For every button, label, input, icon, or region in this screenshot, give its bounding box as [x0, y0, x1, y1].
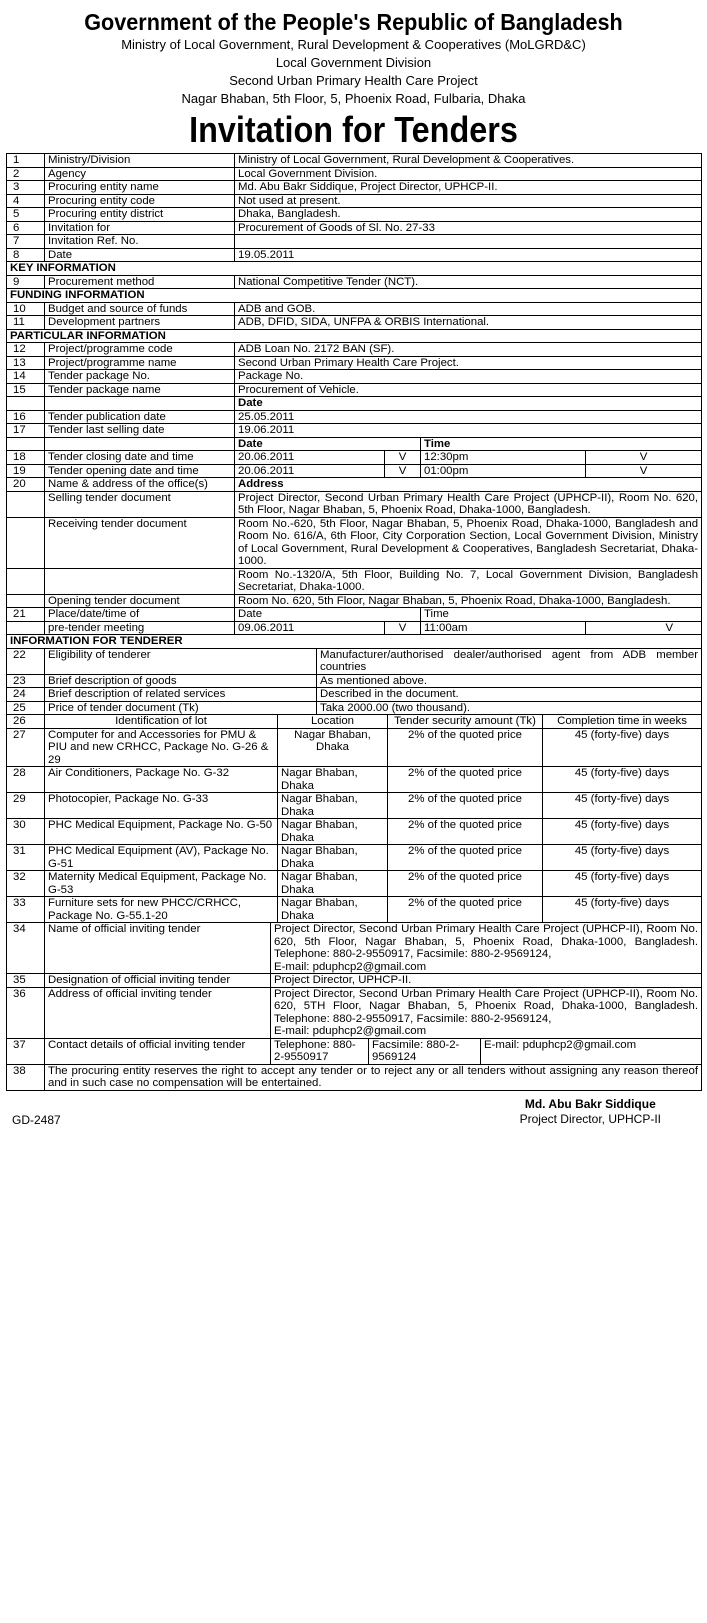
lot-identification: PHC Medical Equipment (AV), Package No. G-51 [45, 845, 278, 871]
lot-identification: Photocopier, Package No. G-33 [45, 793, 278, 819]
notice-header [0, 8, 707, 150]
signatory-name: Md. Abu Bakr Siddique [524, 1096, 656, 1111]
row-label: Budget and source of funds [45, 302, 235, 316]
check-mark: V [385, 451, 421, 465]
row-value: Room No. 620, 5th Floor, Nagar Bhaban, 5, Phoenix Road, Dhaka-1000, Bangladesh. [235, 594, 702, 608]
row-value: 19.06.2011 [235, 424, 702, 438]
lot-row [7, 728, 702, 767]
row-number: 35 [7, 974, 45, 988]
row-value: ADB Loan No. 2172 BAN (SF). [235, 343, 702, 357]
table-row [7, 424, 702, 438]
lot-security-header: Tender security amount (Tk) [388, 715, 543, 729]
lot-header-row [7, 715, 702, 729]
row-value: ADB and GOB. [235, 302, 702, 316]
row-label: Opening tender document [45, 594, 235, 608]
section-header: INFORMATION FOR TENDERER [7, 635, 702, 649]
lot-security: 2% of the quoted price [388, 728, 543, 767]
table-row [7, 568, 702, 594]
signatory-title: Project Director, UPHCP-II [519, 1111, 661, 1126]
row-label: Tender package No. [45, 370, 235, 384]
row-number: 10 [7, 302, 45, 316]
check-mark: V [385, 621, 421, 635]
row-value: Package No. [235, 370, 702, 384]
contact-telephone: Telephone: 880-2-9550917 [271, 1038, 369, 1064]
row-label: Selling tender document [45, 491, 235, 517]
row-value: Procurement of Goods of Sl. No. 27-33 [235, 221, 702, 235]
row-value: Project Director, Second Urban Primary Health Care Project (UPHCP-II), Room No. 620, 5th Floor, Nagar Bhaban, 5, Phoenix Road, Dhaka-1000, Bangladesh. [235, 491, 702, 517]
row-number: 12 [7, 343, 45, 357]
tenderer-table [6, 648, 702, 716]
row-label: Ministry/Division [45, 154, 235, 168]
row-number: 26 [7, 715, 45, 729]
row-label: Name of official inviting tender [45, 923, 271, 974]
table-row [7, 154, 702, 168]
row-value: ADB, DFID, SIDA, UNFPA & ORBIS International. [235, 316, 702, 330]
official-email[interactable]: E-mail: pduphcp2@gmail.com [274, 1025, 427, 1037]
row-value: Procurement of Vehicle. [235, 383, 702, 397]
row-number: 19 [7, 464, 45, 478]
opening-date: 20.06.2011 [235, 464, 385, 478]
official-name-value: Project Director, Second Urban Primary Health Care Project (UPHCP-II), Room No. 620, 5th Floor, Nagar Bhaban, 5, Phoenix Road, Dhaka-1000, Bangladesh. Telephone: 880-2-9550917, Facsimile: 880-2-9569124, [274, 923, 698, 960]
row-value: Manufacturer/authorised dealer/authorised agent from ADB member countries [317, 648, 702, 674]
table-row [7, 383, 702, 397]
lot-row [7, 845, 702, 871]
lot-row [7, 793, 702, 819]
table-row [7, 356, 702, 370]
table-row [7, 987, 702, 1038]
row-number: 1 [7, 154, 45, 168]
table-row [7, 701, 702, 715]
section-header: FUNDING INFORMATION [7, 289, 702, 303]
time-column-header: Time [421, 437, 702, 451]
table-row [7, 594, 702, 608]
row-label: Procuring entity district [45, 208, 235, 222]
table-row [7, 181, 702, 195]
row-label: Development partners [45, 316, 235, 330]
lot-security: 2% of the quoted price [388, 897, 543, 923]
lot-location: Nagar Bhaban, Dhaka [278, 793, 388, 819]
lot-completion: 45 (forty-five) days [543, 767, 702, 793]
table-row [7, 167, 702, 181]
row-number: 11 [7, 316, 45, 330]
row-number: 9 [7, 275, 45, 289]
lot-location: Nagar Bhaban, Dhaka [278, 871, 388, 897]
lots-table [6, 714, 702, 923]
table-row [7, 275, 702, 289]
row-value: Second Urban Primary Health Care Project. [235, 356, 702, 370]
lot-row [7, 767, 702, 793]
row-label: Brief description of related services [45, 688, 317, 702]
row-number: 31 [7, 845, 45, 871]
row-label: pre-tender meeting [45, 621, 235, 635]
row-label: Tender last selling date [45, 424, 235, 438]
check-mark: V [385, 464, 421, 478]
row-value: Room No.-1320/A, 5th Floor, Building No. 7, Local Government Division, Bangladesh Secretariat, Dhaka-1000. [235, 568, 702, 594]
row-label: Address of official inviting tender [45, 987, 271, 1038]
lot-identification: Furniture sets for new PHCC/CRHCC, Package No. G-55.1-20 [45, 897, 278, 923]
lot-security: 2% of the quoted price [388, 793, 543, 819]
row-value: As mentioned above. [317, 674, 702, 688]
row-number: 14 [7, 370, 45, 384]
notice-footer [6, 1091, 701, 1139]
lot-security: 2% of the quoted price [388, 871, 543, 897]
table-row [7, 608, 702, 622]
row-number: 18 [7, 451, 45, 465]
row-number: 27 [7, 728, 45, 767]
section-header: KEY INFORMATION [7, 262, 702, 276]
row-label: Tender opening date and time [45, 464, 235, 478]
row-number: 32 [7, 871, 45, 897]
table-row [7, 343, 702, 357]
lot-completion: 45 (forty-five) days [543, 845, 702, 871]
row-number: 8 [7, 248, 45, 262]
row-label: Tender package name [45, 383, 235, 397]
lot-identification: Maternity Medical Equipment, Package No. G-53 [45, 871, 278, 897]
row-label: Eligibility of tenderer [45, 648, 317, 674]
signature-block [520, 1097, 661, 1127]
row-label: Contact details of official inviting tender [45, 1038, 271, 1064]
table-row [7, 478, 702, 492]
lot-location: Nagar Bhaban, Dhaka [278, 728, 388, 767]
table-row [7, 235, 702, 249]
row-label: Procurement method [45, 275, 235, 289]
row-number: 2 [7, 167, 45, 181]
row-number: 20 [7, 478, 45, 492]
row-number: 36 [7, 987, 45, 1038]
lot-location: Nagar Bhaban, Dhaka [278, 819, 388, 845]
table-row [7, 491, 702, 517]
row-label: Place/date/time of [45, 608, 235, 622]
row-number: 38 [7, 1064, 45, 1090]
row-number: 30 [7, 819, 45, 845]
lot-completion-header: Completion time in weeks [543, 715, 702, 729]
row-label: Date [45, 248, 235, 262]
lot-identification: PHC Medical Equipment, Package No. G-50 [45, 819, 278, 845]
row-label: Tender closing date and time [45, 451, 235, 465]
row-number: 7 [7, 235, 45, 249]
official-table [6, 922, 702, 1091]
notice-code: GD-2487 [12, 1112, 61, 1127]
lot-row [7, 819, 702, 845]
contact-facsimile: Facsimile: 880-2-9569124 [369, 1038, 481, 1064]
row-label: Project/programme code [45, 343, 235, 357]
project-line: Second Urban Primary Health Care Project [229, 73, 478, 88]
table-row [7, 688, 702, 702]
row-value: Room No.-620, 5th Floor, Nagar Bhaban, 5, Phoenix Road, Dhaka-1000, Bangladesh and Room No. 616/A, 6th Floor, City Corporation Section, Local Government Division, Ministry of Local Government, Rural Development & Cooperatives, Bangladesh Secretariat, Dhaka-1000. [235, 517, 702, 568]
lot-identification-header: Identification of lot [45, 715, 278, 729]
section-header: PARTICULAR INFORMATION [7, 329, 702, 343]
row-label: Price of tender document (Tk) [45, 701, 317, 715]
closing-time: 12:30pm [421, 451, 586, 465]
table-row [7, 648, 702, 674]
table-row [7, 621, 702, 635]
row-number: 3 [7, 181, 45, 195]
row-value [235, 235, 702, 249]
division-line: Local Government Division [275, 55, 432, 70]
row-value: Dhaka, Bangladesh. [235, 208, 702, 222]
row-label: Invitation Ref. No. [45, 235, 235, 249]
reservation-clause: The procuring entity reserves the right to accept any tender or to reject any or all tenders without assigning any reason thereof and in such case no compensation will be entertained. [45, 1064, 702, 1090]
row-value [271, 923, 702, 974]
row-label: Project/programme name [45, 356, 235, 370]
row-value: Md. Abu Bakr Siddique, Project Director, UPHCP-II. [235, 181, 702, 195]
lot-completion: 45 (forty-five) days [543, 819, 702, 845]
row-number: 17 [7, 424, 45, 438]
check-mark: V [586, 451, 702, 465]
lot-completion: 45 (forty-five) days [543, 793, 702, 819]
row-number: 22 [7, 648, 45, 674]
check-mark: V [586, 464, 702, 478]
row-label: Procuring entity code [45, 194, 235, 208]
row-number: 28 [7, 767, 45, 793]
row-label: Designation of official inviting tender [45, 974, 271, 988]
table-row [7, 451, 702, 465]
row-number: 16 [7, 410, 45, 424]
row-value: 25.05.2011 [235, 410, 702, 424]
lot-row [7, 871, 702, 897]
table-row [7, 221, 702, 235]
lot-location: Nagar Bhaban, Dhaka [278, 845, 388, 871]
row-number: 5 [7, 208, 45, 222]
lot-completion: 45 (forty-five) days [543, 728, 702, 767]
date-time-header-row [7, 437, 702, 451]
row-number: 29 [7, 793, 45, 819]
table-row [7, 248, 702, 262]
row-label: Receiving tender document [45, 517, 235, 568]
row-number: 33 [7, 897, 45, 923]
lot-location: Nagar Bhaban, Dhaka [278, 767, 388, 793]
table-row [7, 302, 702, 316]
row-label: Tender publication date [45, 410, 235, 424]
tender-notice-page [0, 8, 707, 1623]
check-mark: V [586, 621, 702, 635]
row-number: 23 [7, 674, 45, 688]
address-header: Address [235, 478, 702, 492]
row-value: 19.05.2011 [235, 248, 702, 262]
row-label: Brief description of goods [45, 674, 317, 688]
row-number: 21 [7, 608, 45, 622]
table-row [7, 370, 702, 384]
table-row [7, 410, 702, 424]
date-column-header: Date [235, 437, 421, 451]
lot-completion: 45 (forty-five) days [543, 897, 702, 923]
table-row [7, 208, 702, 222]
lot-identification: Air Conditioners, Package No. G-32 [45, 767, 278, 793]
lot-completion: 45 (forty-five) days [543, 871, 702, 897]
lot-row [7, 897, 702, 923]
opening-time: 01:00pm [421, 464, 586, 478]
table-row [7, 1064, 702, 1090]
lot-security: 2% of the quoted price [388, 845, 543, 871]
meeting-time: 11:00am [421, 621, 586, 635]
tender-table [6, 153, 702, 649]
table-row [7, 674, 702, 688]
row-value: Project Director, UPHCP-II. [271, 974, 702, 988]
meeting-date: 09.06.2011 [235, 621, 385, 635]
row-number: 4 [7, 194, 45, 208]
closing-date: 20.06.2011 [235, 451, 385, 465]
notice-heading: Invitation for Tenders [189, 109, 518, 150]
address-line: Nagar Bhaban, 5th Floor, 5, Phoenix Road, Fulbaria, Dhaka [181, 91, 526, 106]
time-column-header: Time [421, 608, 702, 622]
row-number: 25 [7, 701, 45, 715]
row-label: Agency [45, 167, 235, 181]
table-row [7, 923, 702, 974]
row-label: Name & address of the office(s) [45, 478, 235, 492]
date-column-header: Date [235, 397, 702, 411]
row-number: 6 [7, 221, 45, 235]
government-title: Government of the People's Republic of Bangladesh [84, 9, 623, 35]
date-column-header: Date [235, 608, 421, 622]
lot-security: 2% of the quoted price [388, 767, 543, 793]
table-row [7, 974, 702, 988]
table-row [7, 464, 702, 478]
table-row [7, 517, 702, 568]
ministry-line: Ministry of Local Government, Rural Development & Cooperatives (MoLGRD&C) [121, 37, 586, 52]
table-row [7, 194, 702, 208]
row-number: 37 [7, 1038, 45, 1064]
lot-location: Nagar Bhaban, Dhaka [278, 897, 388, 923]
row-label: Procuring entity name [45, 181, 235, 195]
official-address-value: Project Director, Second Urban Primary Health Care Project (UPHCP-II), Room No. 620, 5TH Floor, Nagar Bhaban, 5, Phoenix Road, Dhaka-1000, Bangladesh. Telephone: 880-2-9550917, Facsimile: 880-2-9569124, [274, 987, 698, 1025]
row-value: Described in the document. [317, 688, 702, 702]
row-number: 15 [7, 383, 45, 397]
row-number: 13 [7, 356, 45, 370]
row-label: Invitation for [45, 221, 235, 235]
row-value: Local Government Division. [235, 167, 702, 181]
lot-location-header: Location [278, 715, 388, 729]
official-email[interactable]: E-mail: pduphcp2@gmail.com [274, 960, 427, 973]
row-value: Taka 2000.00 (two thousand). [317, 701, 702, 715]
row-value: Not used at present. [235, 194, 702, 208]
lot-identification: Computer for and Accessories for PMU & PIU and new CRHCC, Package No. G-26 & 29 [45, 728, 278, 767]
row-number: 34 [7, 923, 45, 974]
table-row [7, 1038, 702, 1064]
contact-email[interactable]: E-mail: pduphcp2@gmail.com [481, 1038, 702, 1064]
lot-security: 2% of the quoted price [388, 819, 543, 845]
date-header-row [7, 397, 702, 411]
table-row [7, 316, 702, 330]
row-value [271, 987, 702, 1038]
row-number: 24 [7, 688, 45, 702]
row-value: National Competitive Tender (NCT). [235, 275, 702, 289]
row-value: Ministry of Local Government, Rural Development & Cooperatives. [235, 154, 702, 168]
